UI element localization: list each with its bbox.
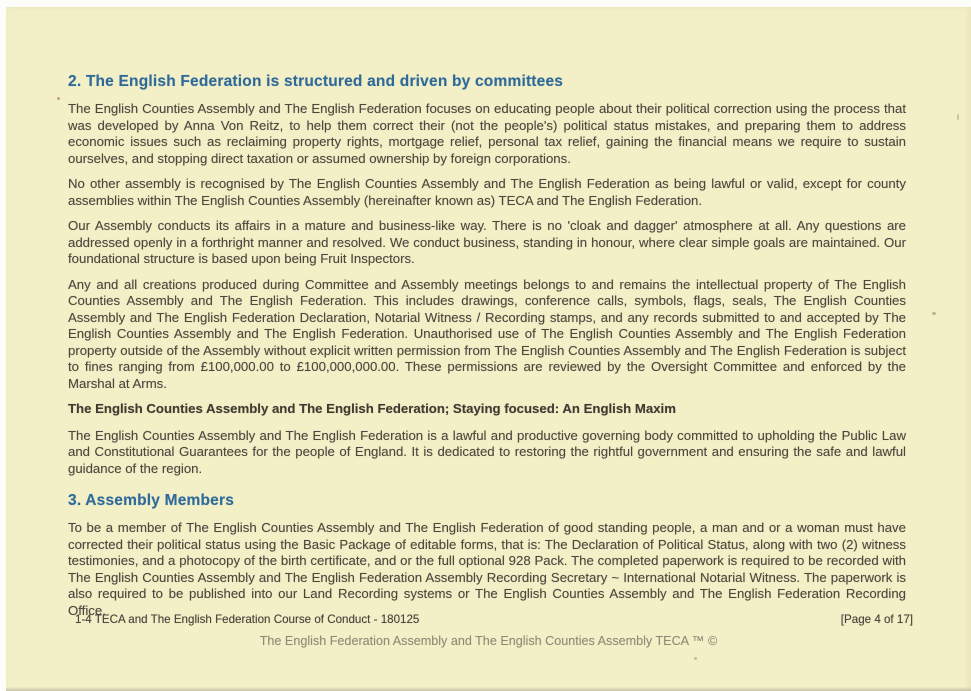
paragraph-recognition: No other assembly is recognised by The English Counties Assembly and The English Federation as being lawful or valid, except for county assemblies within The English Counties Assembly (hereinafter known as) TECA and The English Federation. [68,176,906,208]
paragraph-conduct: Our Assembly conducts its affairs in a mature and business-like way. There is no 'cloak and dagger' atmosphere at all. Any questions are addressed openly in a forthright manner and resolved. We conduct business, standing in honour, where clear simple goals are maintained. Our foundational structure is based upon being Fruit Inspectors. [68,218,906,266]
page-bottom-shadow [6,687,971,691]
paragraph-education-intro: The English Counties Assembly and The English Federation focuses on educating people about their political correction using the process that was developed by Anna Von Reitz, to help them correct their (not the people's) political status mistakes, and preparing them to address economic issues such as reclaiming property rights, mortgage relief, personal tax relief, gaining the financial means we require to sustain ourselves, and stopping direct taxation or assumed ownership by foreign corporations. [68,101,906,166]
scan-speck [57,97,60,100]
document-body [68,73,906,628]
section-3-heading: 3. Assembly Members [68,492,235,509]
paragraph-mission: The English Counties Assembly and The English Federation is a lawful and productive governing body committed to upholding the Public Law and Constitutional Guarantees for the people of England. It is dedicated to restoring the rightful government and ensuring the safe and lawful guidance of the region. [68,427,906,476]
scan-speck [957,114,959,120]
footer-page-number: [Page 4 of 17] [840,613,913,626]
footer-doc-ref: 1-4 TECA and The English Federation Course of Conduct - 180125 [75,613,420,626]
footer-brand-line: The English Federation Assembly and The English Counties Assembly TECA ™ © [259,634,718,648]
scanned-document-page [6,7,971,691]
paragraph-membership: To be a member of The English Counties Assembly and The English Federation of good standing people, a man and or a woman must have corrected their political status using the Basic Package of editable forms, that is: The Declaration of Political Status, along with two (2) witness testimonies, and a photocopy of the birth certificate, and or the full optional 928 Pack. The completed paperwork is required to be recorded with The English Counties Assembly and The English Federation Assembly Recording Secretary ~ International Notarial Witness. The paperwork is also required to be published into our Land Recording systems or The English Counties Assembly and The English Federation Recording Office. [68,520,906,618]
scan-speck [932,312,936,315]
maxim-heading: The English Counties Assembly and The English Federation; Staying focused: An English Maxim [68,401,676,416]
paragraph-intellectual-property: Any and all creations produced during Committee and Assembly meetings belongs to and remains the intellectual property of The English Counties Assembly and The English Federation. This includes drawings, conference calls, symbols, flags, seals, The English Counties Assembly and The English Federation Declaration, Notarial Witness / Recording stamps, and any records submitted to and accepted by The English Counties Assembly and The English Federation. Unauthorised use of The English Counties Assembly and The English Federation property outside of the Assembly without explicit written permission from The English Counties Assembly and The English Federation is subject to fines ranging from £100,000.00 to £100,000,000.00. These permissions are reviewed by the Oversight Committee and enforced by the Marshal at Arms. [68,276,906,391]
section-2-heading: 2. The English Federation is structured and driven by committees [68,73,564,90]
scan-speck [694,657,697,660]
page-footer [75,613,913,626]
